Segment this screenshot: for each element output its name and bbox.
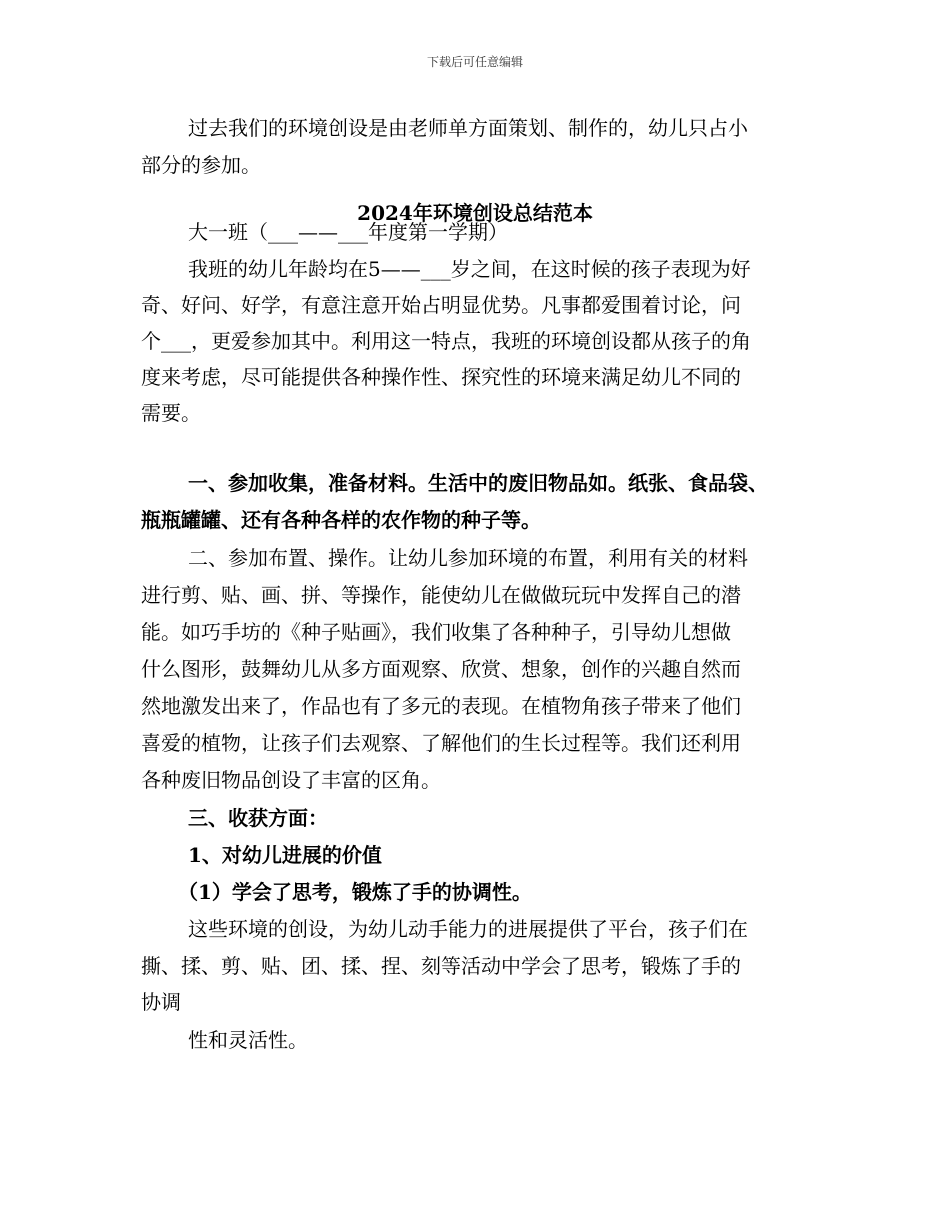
- subsection-1-1-heading: （1）学会了思考，锻炼了手的协调性。: [178, 880, 532, 904]
- section2-line-7: 各种废旧物品创设了丰富的区角。: [141, 768, 441, 792]
- section1-line-1: 一、参加收集，准备材料。生活中的废旧物品如。纸张、食品袋、: [188, 471, 768, 495]
- subsection-1-heading: 1、对幼儿进展的价值: [188, 843, 382, 867]
- last-para-line-2: 撕、揉、剪、贴、团、揉、捏、刻等活动中学会了思考，锻炼了手的: [141, 954, 741, 978]
- section2-line-2: 进行剪、贴、画、拼、等操作，能使幼儿在做做玩玩中发挥自己的潜: [141, 583, 741, 607]
- para1-line-3: 个___，更爱参加其中。利用这一特点，我班的环境创设都从孩子的角: [141, 329, 751, 353]
- section2-line-4: 什么图形，鼓舞幼儿从多方面观察、欣赏、想象，创作的兴趣自然而: [141, 657, 741, 681]
- section2-line-3: 能。如巧手坊的《种子贴画》，我们收集了各种种子，引导幼儿想做: [141, 620, 731, 644]
- section2-line-5: 然地激发出来了，作品也有了多元的表现。在植物角孩子带来了他们: [141, 694, 741, 718]
- page-header-note: 下载后可任意编辑: [426, 55, 523, 69]
- intro-line-1: 过去我们的环境创设是由老师单方面策划、制作的，幼儿只占小: [188, 116, 748, 140]
- last-para-line-1: 这些环境的创设，为幼儿动手能力的进展提供了平台，孩子们在: [188, 917, 748, 941]
- para1-line-4: 度来考虑，尽可能提供各种操作性、探究性的环境来满足幼儿不同的: [141, 365, 741, 389]
- document-title: 2024年环境创设总结范本: [357, 201, 593, 225]
- class-line: 大一班（___——___年度第一学期）: [188, 220, 508, 244]
- section1-line-2: 瓶瓶罐罐、还有各种各样的农作物的种子等。: [141, 508, 541, 532]
- section3-heading: 三、收获方面：: [188, 806, 328, 830]
- para1-line-2: 奇、好问、好学，有意注意开始占明显优势。凡事都爱围着讨论，问: [141, 293, 741, 317]
- para1-line-5: 需要。: [141, 401, 201, 425]
- last-para-line-4: 性和灵活性。: [188, 1028, 308, 1052]
- intro-line-2: 部分的参加。: [141, 153, 261, 177]
- section2-line-1: 二、参加布置、操作。让幼儿参加环境的布置，利用有关的材料: [188, 546, 748, 570]
- para1-line-1: 我班的幼儿年龄均在5——___岁之间，在这时候的孩子表现为好: [188, 257, 751, 281]
- section2-line-6: 喜爱的植物，让孩子们去观察、了解他们的生长过程等。我们还利用: [141, 731, 741, 755]
- last-para-line-3: 协调: [141, 990, 181, 1014]
